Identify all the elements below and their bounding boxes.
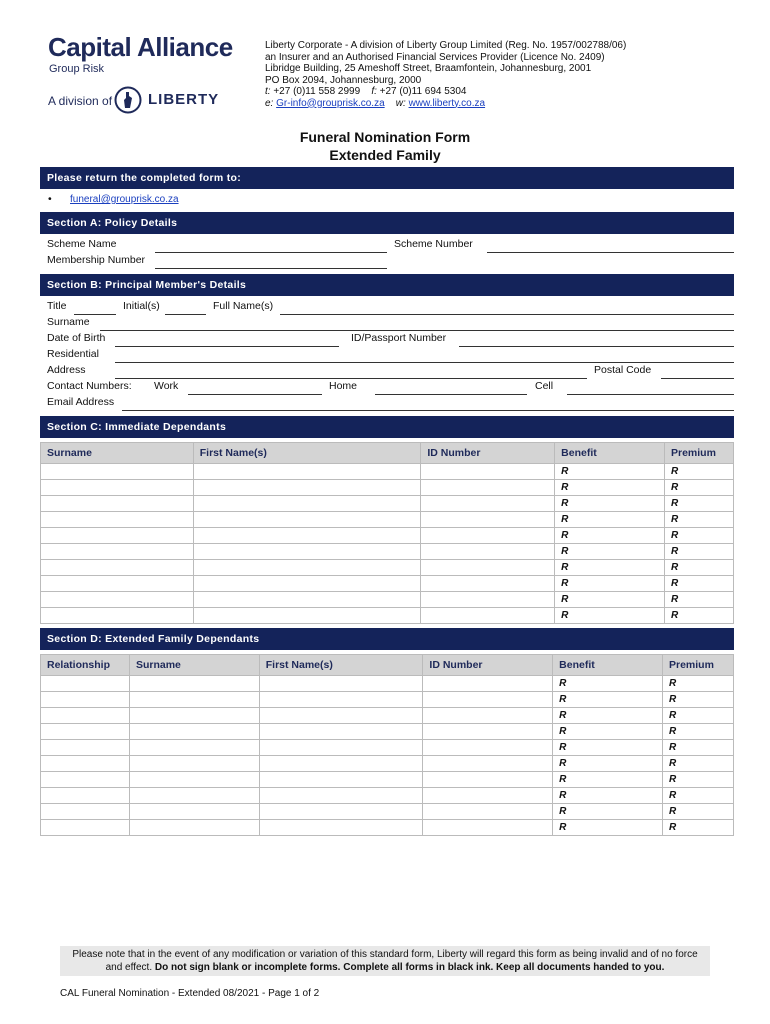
table-cell[interactable]	[129, 692, 259, 708]
contact-numbers-label: Contact Numbers:	[47, 380, 132, 392]
benefit-cell[interactable]: R	[553, 692, 663, 708]
table-cell[interactable]	[129, 756, 259, 772]
table-cell[interactable]	[41, 756, 130, 772]
premium-cell[interactable]: R	[664, 464, 733, 480]
title-label: Title	[47, 300, 67, 312]
table-cell[interactable]	[423, 724, 553, 740]
table-row	[41, 576, 734, 592]
benefit-cell[interactable]: R	[555, 560, 665, 576]
table-cell[interactable]	[41, 544, 194, 560]
benefit-cell[interactable]: R	[553, 756, 663, 772]
table-cell[interactable]	[423, 788, 553, 804]
address-label: Address	[47, 364, 86, 376]
table-cell[interactable]	[193, 480, 421, 496]
disclaimer-line-2	[60, 961, 710, 974]
table-cell[interactable]	[423, 740, 553, 756]
table-cell[interactable]	[421, 512, 555, 528]
table-cell[interactable]	[423, 676, 553, 692]
column-header: First Name(s)	[259, 655, 423, 676]
home-label: Home	[329, 380, 358, 392]
premium-cell[interactable]: R	[662, 804, 733, 820]
table-cell[interactable]	[259, 740, 423, 756]
table-row	[41, 544, 734, 560]
table-row	[41, 496, 734, 512]
table-row	[41, 804, 734, 820]
table-cell[interactable]	[259, 676, 423, 692]
premium-cell[interactable]: R	[664, 544, 733, 560]
table-cell[interactable]	[259, 692, 423, 708]
benefit-cell[interactable]: R	[553, 772, 663, 788]
table-cell[interactable]	[41, 496, 194, 512]
benefit-cell[interactable]: R	[555, 496, 665, 512]
premium-cell[interactable]: R	[664, 512, 733, 528]
column-header: Premium	[664, 443, 733, 464]
dob-field[interactable]	[115, 346, 339, 347]
table-cell[interactable]	[423, 692, 553, 708]
company-line-1: Liberty Corporate - A division of Liberty Group Limited (Reg. No. 1957/002788/06)	[265, 40, 627, 51]
table-cell[interactable]	[193, 592, 421, 608]
scheme-number-label: Scheme Number	[394, 238, 473, 250]
benefit-cell[interactable]: R	[553, 676, 663, 692]
form-title-line-2: Extended Family	[329, 147, 441, 163]
column-header: First Name(s)	[193, 443, 421, 464]
table-cell[interactable]	[421, 560, 555, 576]
table-row	[41, 464, 734, 480]
table-cell[interactable]	[129, 788, 259, 804]
column-header: Benefit	[553, 655, 663, 676]
disclaimer-note	[60, 946, 710, 976]
table-row	[41, 724, 734, 740]
column-header: Premium	[662, 655, 733, 676]
residential-field-2[interactable]	[115, 378, 587, 379]
benefit-cell[interactable]: R	[553, 788, 663, 804]
section-c-header: Section C: Immediate Dependants	[40, 416, 734, 438]
company-email-link[interactable]: Gr-info@grouprisk.co.za	[276, 97, 385, 109]
full-names-label: Full Name(s)	[213, 300, 274, 312]
table-cell[interactable]	[41, 528, 194, 544]
company-line-4: PO Box 2094, Johannesburg, 2000	[265, 74, 422, 86]
premium-cell[interactable]: R	[664, 528, 733, 544]
disclaimer-bold: Do not sign blank or incomplete forms. Complete all forms in black ink. Keep all documents handed to you.	[154, 962, 665, 973]
scheme-number-field[interactable]	[487, 252, 734, 253]
table-cell[interactable]	[421, 464, 555, 480]
table-cell[interactable]	[41, 464, 194, 480]
premium-cell[interactable]: R	[662, 724, 733, 740]
table-cell[interactable]	[129, 820, 259, 836]
postal-code-field[interactable]	[661, 378, 734, 379]
table-cell[interactable]	[41, 692, 130, 708]
table-cell[interactable]	[41, 512, 194, 528]
postal-code-label: Postal Code	[594, 364, 652, 376]
table-cell[interactable]	[259, 820, 423, 836]
id-passport-label: ID/Passport Number	[351, 332, 447, 344]
benefit-cell[interactable]: R	[555, 576, 665, 592]
premium-cell[interactable]: R	[662, 772, 733, 788]
section-b-header: Section B: Principal Member's Details	[40, 274, 734, 296]
premium-cell[interactable]: R	[662, 708, 733, 724]
web-label: w:	[395, 97, 406, 109]
table-cell[interactable]	[421, 544, 555, 560]
table-cell[interactable]	[193, 464, 421, 480]
disclaimer-line-1: Please note that in the event of any modification or variation of this standard form, Liberty will regard this form as being invalid and of no force	[72, 949, 698, 960]
column-header: ID Number	[423, 655, 553, 676]
table-cell[interactable]	[129, 740, 259, 756]
table-row	[41, 708, 734, 724]
table-cell[interactable]	[41, 788, 130, 804]
premium-cell[interactable]: R	[664, 592, 733, 608]
tel-label: t:	[265, 86, 271, 97]
table-row	[41, 560, 734, 576]
title-field[interactable]	[74, 314, 116, 315]
table-cell[interactable]	[41, 480, 194, 496]
table-cell[interactable]	[193, 560, 421, 576]
table-cell[interactable]	[193, 528, 421, 544]
work-label: Work	[154, 380, 179, 392]
id-passport-field[interactable]	[459, 346, 734, 347]
company-phone-line	[265, 86, 626, 98]
surname-field[interactable]	[100, 330, 734, 331]
table-cell[interactable]	[421, 496, 555, 512]
form-title	[0, 128, 770, 164]
email-label: e:	[265, 97, 274, 109]
division-text: A division of	[48, 94, 113, 108]
table-cell[interactable]	[421, 592, 555, 608]
table-cell[interactable]	[41, 592, 194, 608]
premium-cell[interactable]: R	[664, 496, 733, 512]
home-number-field[interactable]	[375, 394, 527, 395]
full-names-field[interactable]	[280, 314, 734, 315]
immediate-dependants-table	[40, 442, 734, 624]
form-title-line-1: Funeral Nomination Form	[299, 129, 471, 145]
table-cell[interactable]	[41, 740, 130, 756]
benefit-cell[interactable]: R	[555, 608, 665, 624]
table-header-row	[41, 443, 734, 464]
extended-dependants-table	[40, 654, 734, 836]
benefit-cell[interactable]: R	[555, 592, 665, 608]
residential-label: Residential	[47, 348, 99, 360]
membership-number-field[interactable]	[155, 268, 387, 269]
column-header: Relationship	[41, 655, 130, 676]
table-row	[41, 608, 734, 624]
table-cell[interactable]	[193, 608, 421, 624]
table-cell[interactable]	[259, 724, 423, 740]
table-cell[interactable]	[41, 560, 194, 576]
table-header-row	[41, 655, 734, 676]
table-cell[interactable]	[421, 480, 555, 496]
scheme-name-label: Scheme Name	[47, 238, 117, 250]
table-row	[41, 592, 734, 608]
benefit-cell[interactable]: R	[555, 544, 665, 560]
table-cell[interactable]	[193, 512, 421, 528]
benefit-cell[interactable]: R	[555, 464, 665, 480]
table-row	[41, 740, 734, 756]
fax-value: +27 (0)11 694 5304	[379, 86, 467, 97]
cell-label: Cell	[535, 380, 554, 392]
benefit-cell[interactable]: R	[555, 480, 665, 496]
premium-cell[interactable]: R	[662, 788, 733, 804]
page-footer: CAL Funeral Nomination - Extended 08/2021 - Page 1 of 2	[60, 988, 320, 999]
initials-field[interactable]	[165, 314, 206, 315]
table-cell[interactable]	[259, 788, 423, 804]
table-cell[interactable]	[41, 676, 130, 692]
premium-cell[interactable]: R	[662, 692, 733, 708]
table-cell[interactable]	[129, 708, 259, 724]
tel-value: +27 (0)11 558 2999	[273, 86, 361, 97]
table-cell[interactable]	[423, 820, 553, 836]
logo-subtitle: Group Risk	[49, 63, 105, 75]
capital-alliance-logo: Capital Alliance	[48, 32, 233, 62]
cell-number-field[interactable]	[567, 394, 734, 395]
table-cell[interactable]	[423, 804, 553, 820]
table-cell[interactable]	[129, 804, 259, 820]
initials-label: Initial(s)	[123, 300, 160, 312]
column-header: Benefit	[555, 443, 665, 464]
table-cell[interactable]	[41, 608, 194, 624]
table-cell[interactable]	[41, 820, 130, 836]
premium-cell[interactable]: R	[664, 608, 733, 624]
premium-cell[interactable]: R	[664, 480, 733, 496]
table-cell[interactable]	[129, 772, 259, 788]
table-cell[interactable]	[423, 708, 553, 724]
column-header: Surname	[129, 655, 259, 676]
company-details	[265, 40, 626, 109]
table-cell[interactable]	[421, 528, 555, 544]
company-line-3: Libridge Building, 25 Ameshoff Street, Braamfontein, Johannesburg, 2001	[265, 63, 592, 74]
liberty-wordmark: LIBERTY	[148, 91, 220, 108]
table-cell[interactable]	[193, 496, 421, 512]
table-row	[41, 512, 734, 528]
premium-cell[interactable]: R	[662, 740, 733, 756]
table-cell[interactable]	[421, 608, 555, 624]
email-address-label: Email Address	[47, 396, 115, 408]
table-cell[interactable]	[259, 708, 423, 724]
table-cell[interactable]	[421, 576, 555, 592]
table-row	[41, 676, 734, 692]
table-cell[interactable]	[41, 724, 130, 740]
table-row	[41, 528, 734, 544]
table-row	[41, 480, 734, 496]
table-row	[41, 820, 734, 836]
benefit-cell[interactable]: R	[553, 724, 663, 740]
table-row	[41, 756, 734, 772]
benefit-cell[interactable]: R	[553, 740, 663, 756]
return-email-link[interactable]: funeral@grouprisk.co.za	[70, 194, 179, 205]
table-cell[interactable]	[259, 756, 423, 772]
column-header: ID Number	[421, 443, 555, 464]
column-header: Surname	[41, 443, 194, 464]
return-section-header: Please return the completed form to:	[40, 167, 734, 189]
benefit-cell[interactable]: R	[553, 804, 663, 820]
table-cell[interactable]	[41, 804, 130, 820]
table-cell[interactable]	[193, 576, 421, 592]
company-web-link[interactable]: www.liberty.co.za	[408, 97, 486, 109]
section-a-header: Section A: Policy Details	[40, 212, 734, 234]
premium-cell[interactable]: R	[662, 676, 733, 692]
table-cell[interactable]	[41, 772, 130, 788]
surname-label: Surname	[47, 316, 90, 328]
table-cell[interactable]	[129, 676, 259, 692]
benefit-cell[interactable]: R	[555, 528, 665, 544]
work-number-field[interactable]	[188, 394, 322, 395]
membership-number-label: Membership Number	[47, 254, 146, 266]
premium-cell[interactable]: R	[664, 576, 733, 592]
premium-cell[interactable]: R	[664, 560, 733, 576]
residential-field-1[interactable]	[115, 362, 734, 363]
table-cell[interactable]	[259, 772, 423, 788]
disclaimer-plain: and effect.	[105, 962, 153, 973]
table-row	[41, 788, 734, 804]
bullet-icon: •	[48, 193, 52, 205]
fax-label: f:	[371, 86, 377, 97]
dob-label: Date of Birth	[47, 332, 106, 344]
table-row	[41, 692, 734, 708]
company-web-line	[265, 98, 626, 110]
benefit-cell[interactable]: R	[553, 708, 663, 724]
benefit-cell[interactable]: R	[555, 512, 665, 528]
liberty-emblem-icon	[114, 86, 142, 114]
table-cell[interactable]	[129, 724, 259, 740]
table-cell[interactable]	[41, 576, 194, 592]
table-cell[interactable]	[41, 708, 130, 724]
table-row	[41, 772, 734, 788]
scheme-name-field[interactable]	[155, 252, 387, 253]
table-cell[interactable]	[423, 772, 553, 788]
email-address-field[interactable]	[122, 410, 734, 411]
section-d-header: Section D: Extended Family Dependants	[40, 628, 734, 650]
table-cell[interactable]	[423, 756, 553, 772]
table-cell[interactable]	[259, 804, 423, 820]
premium-cell[interactable]: R	[662, 756, 733, 772]
benefit-cell[interactable]: R	[553, 820, 663, 836]
premium-cell[interactable]: R	[662, 820, 733, 836]
company-line-2: an Insurer and an Authorised Financial Services Provider (Licence No. 2409)	[265, 51, 605, 63]
table-cell[interactable]	[193, 544, 421, 560]
